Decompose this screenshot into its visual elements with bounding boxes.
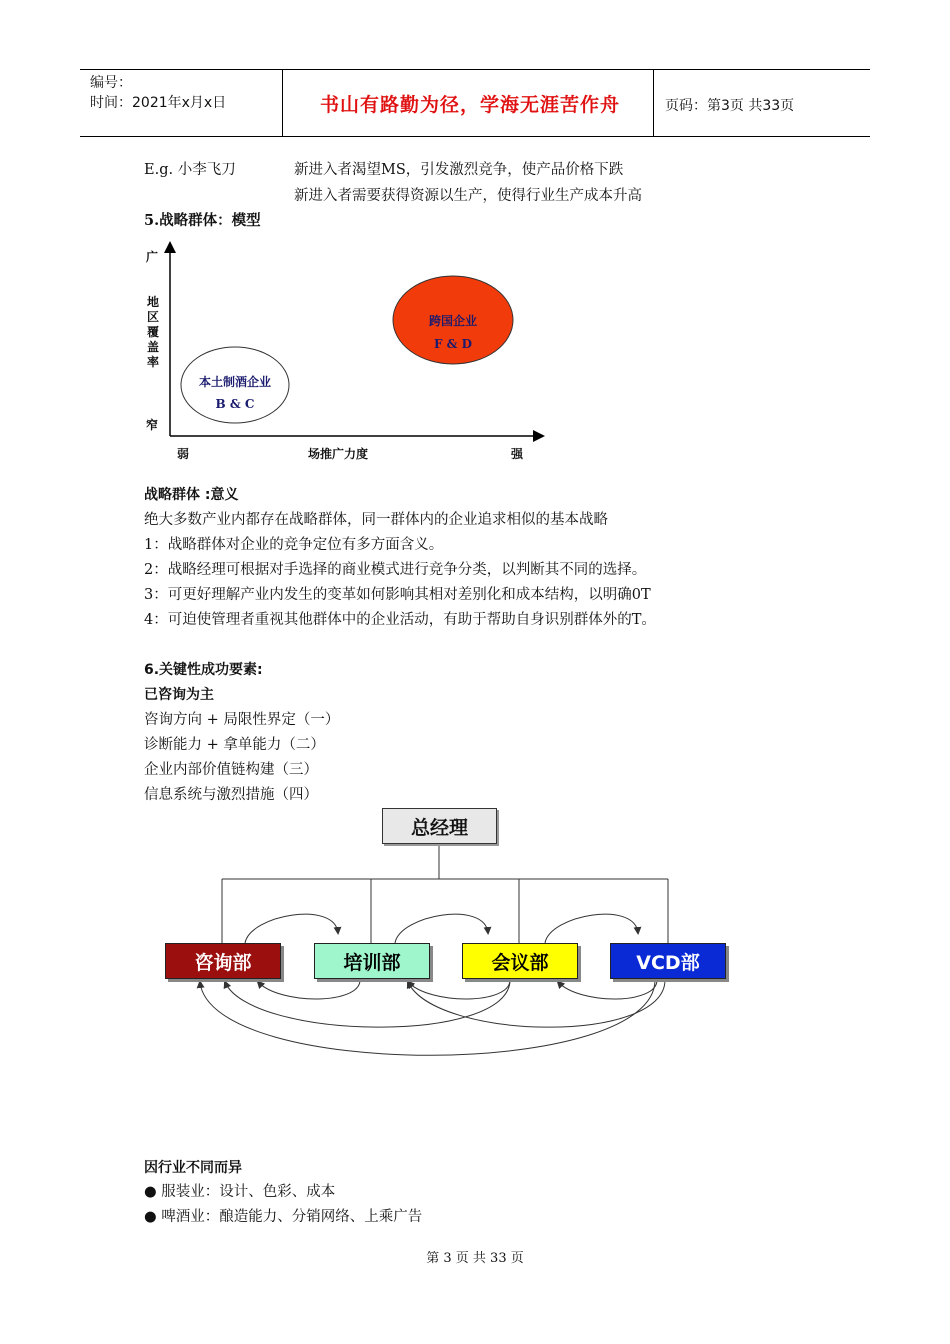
section-title: 因行业不同而异 (144, 1160, 242, 1176)
section-title: 战略群体 :意义 (144, 487, 239, 503)
x-axis-label: 场推广力度 (308, 447, 369, 461)
meaning-line: 4：可迫使管理者重视其他群体中的企业活动，有助于帮助自身识别群体外的T。 (144, 612, 656, 628)
intro-line: 新进入者需要获得资源以生产，使得行业生产成本升高 (294, 188, 642, 204)
page-footer: 第 3 页 共 33 页 (426, 1251, 524, 1266)
industry-item: ● 啤酒业：酿造能力、分销网络、上乘广告 (144, 1209, 423, 1225)
example-label: E.g. 小李飞刀 (144, 162, 236, 178)
header-page-info: 页码：第3页 共33页 (665, 98, 795, 114)
section-title: 6.关键性成功要素: (144, 662, 263, 678)
success-factor-line: 企业内部价值链构建（三） (144, 762, 318, 778)
success-factor-line: 诊断能力 + 拿单能力（二） (144, 737, 325, 753)
y-axis-label-char: 覆 (147, 325, 160, 339)
success-factor-line: 信息系统与激烈措施（四） (144, 787, 318, 803)
meaning-line: 2：战略经理可根据对手选择的商业模式进行竞争分类，以判断其不同的选择。 (144, 562, 647, 578)
y-axis-label (147, 295, 161, 370)
y-axis-label-char: 率 (147, 355, 160, 369)
general-manager-box: 总经理 (382, 808, 497, 844)
meaning-line: 3：可更好理解产业内发生的变革如何影响其相对差别化和成本结构，以明确0T (144, 587, 651, 603)
industry-item: ● 服装业：设计、色彩、成本 (144, 1184, 336, 1200)
intro-line: 新进入者渴望MS，引发激烈竞争，使产品价格下跌 (294, 162, 624, 178)
doc-date: 时间：2021年x月x日 (90, 95, 227, 111)
header-meta (90, 73, 226, 113)
y-axis-label-char: 区 (147, 310, 160, 324)
header-motto: 书山有路勤为径，学海无涯苦作舟 (319, 94, 620, 116)
success-factor-line: 咨询方向 + 局限性界定（一） (144, 712, 340, 728)
group-multinational-code: F & D (433, 337, 473, 351)
header-divider (282, 70, 283, 136)
header-divider (653, 70, 654, 136)
dept-consulting: 咨询部 (165, 943, 281, 979)
doc-number-label: 编号： (90, 75, 132, 91)
y-axis-label-char: 盖 (147, 340, 160, 354)
group-local-code: B & C (215, 397, 255, 411)
y-axis-bottom-label: 窄 (146, 418, 159, 432)
group-multinational-name: 跨国企业 (428, 314, 477, 328)
x-axis-right-label: 强 (511, 447, 524, 461)
x-axis-left-label: 弱 (177, 447, 190, 461)
y-axis-top-label: 广 (146, 250, 159, 264)
meaning-line: 1：战略群体对企业的竞争定位有多方面含义。 (144, 537, 444, 553)
dept-training: 培训部 (314, 943, 430, 979)
meaning-line: 绝大多数产业内都存在战略群体，同一群体内的企业追求相似的基本战略 (144, 512, 608, 528)
dept-vcd: VCD部 (610, 943, 726, 979)
section-subtitle: 已咨询为主 (144, 687, 214, 703)
page-header (80, 69, 870, 137)
y-axis-label-char: 地 (147, 295, 160, 309)
strategic-group-chart (140, 240, 560, 470)
section-title: 5.战略群体：模型 (144, 212, 261, 229)
dept-conference: 会议部 (462, 943, 578, 979)
group-local-name: 本土制酒企业 (198, 375, 271, 389)
